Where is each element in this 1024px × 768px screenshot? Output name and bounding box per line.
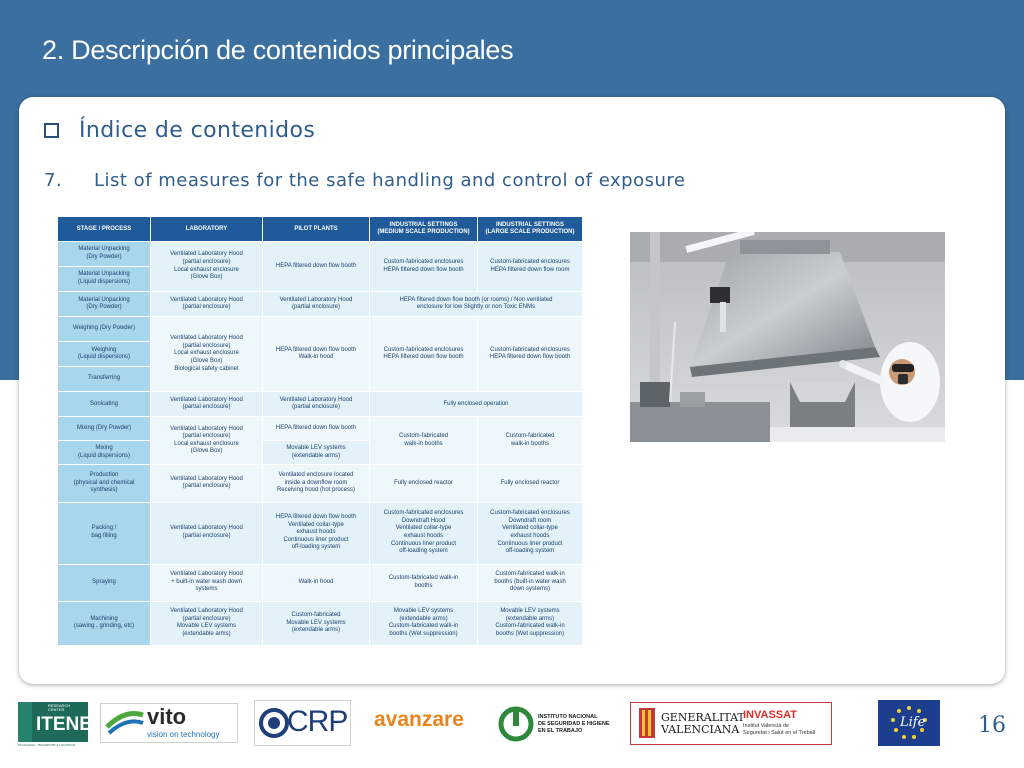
table-row <box>58 242 583 267</box>
itene-tagline: PACKAGING, TRANSPORT & LOGISTICS <box>18 743 76 747</box>
table-cell: Custom-fabricated enclosures HEPA filtered down flow room <box>478 242 583 292</box>
table-cell: Ventilated Laboratory Hood (partial enclosure) Local exhaust enclosure (Glove Box) Biological safety cabinet <box>151 317 263 392</box>
table-cell: Ventilated Laboratory Hood + built-in water wash down systems <box>151 564 263 601</box>
table-cell: Custom-fabricated enclosures HEPA filtered down flow booth <box>478 317 583 392</box>
table-cell: Ventilated Laboratory Hood (partial enclosure) Local exhaust enclosure (Glove Box) <box>151 417 263 465</box>
section-heading <box>44 118 315 143</box>
table-cell: Ventilated Laboratory Hood (partial enclosure) Movable LEV systems (extendable arms) <box>151 601 263 645</box>
table-cell: Custom-fabricated enclosures Downdraft room Ventilated collar-type exhaust hoods Continuous liner product off-loading system <box>478 502 583 564</box>
table-cell: Ventilated Laboratory Hood (partial enclosure) Local exhaust enclosure (Glove Box) <box>151 242 263 292</box>
table-cell: Custom-fabricated walk-in booths <box>478 417 583 465</box>
insht-emblem-icon <box>498 706 534 742</box>
stage-cell: Spraying <box>58 564 151 601</box>
invassat-text: Institut Valencià de Seguretat i Salut en el Treball <box>743 723 816 736</box>
checkbox-bullet-icon <box>44 123 59 138</box>
slide-title: 2. Descripción de contenidos principales <box>42 35 514 65</box>
life-logo <box>878 700 940 746</box>
table-cell: Fully enclosed reactor <box>478 465 583 502</box>
table-row <box>58 502 583 564</box>
section-title: Índice de contenidos <box>79 118 316 143</box>
table-cell: HEPA filtered down flow booth (or rooms) / Non ventilated enclosure for low Slightly or non Toxic ENMs <box>370 292 583 317</box>
vito-swoosh-icon <box>105 707 145 737</box>
header-laboratory: LABORATORY <box>151 217 263 242</box>
invassat-name: INVASSAT <box>743 709 797 721</box>
table-cell: Custom-fabricated enclosures HEPA filtered down flow booth <box>370 242 478 292</box>
header-stage: STAGE / PROCESS <box>58 217 151 242</box>
table-row <box>58 392 583 417</box>
stage-cell: Material Unpacking (Dry Powder) <box>58 292 151 317</box>
avanzare-logo <box>374 708 486 738</box>
stage-cell: Production (physical and chemical synthesis) <box>58 465 151 502</box>
subheading <box>44 170 685 191</box>
table-row <box>58 601 583 645</box>
avanzare-name: avanzare <box>374 708 464 731</box>
insht-text: INSTITUTO NACIONAL DE SEGURIDAD E HIGIENE EN EL TRABAJO <box>538 714 610 734</box>
table-cell: Custom-fabricated enclosures HEPA filtered down flow booth <box>370 317 478 392</box>
stage-cell: Weighing (Liquid dispersions) <box>58 342 151 367</box>
subheading-text: List of measures for the safe handling and control of exposure <box>94 170 686 191</box>
header-industrial-medium: INDUSTRIAL SETTINGS (MEDIUM SCALE PRODUCTION) <box>370 217 478 242</box>
vito-logo <box>100 703 238 743</box>
table-cell: Walk-in hood <box>263 564 370 601</box>
stage-cell: Weighing (Dry Powder) <box>58 317 151 342</box>
gva-invassat-logo <box>630 702 832 745</box>
stage-cell: Material Unpacking (Liquid dispersions) <box>58 267 151 292</box>
table-cell: Ventilated Laboratory Hood (partial enclosure) <box>151 502 263 564</box>
page-number: 16 <box>978 713 1006 738</box>
table-cell: Ventilated Laboratory Hood (partial enclosure) <box>263 292 370 317</box>
itene-name: ITENE <box>36 714 92 735</box>
crp-emblem-icon <box>259 708 289 738</box>
lab-hood-photo <box>630 232 945 442</box>
table-cell: HEPA filtered down flow booth Ventilated collar-type exhaust hoods Continuous liner product off-loading system <box>263 502 370 564</box>
header-industrial-large: INDUSTRIAL SETTINGS (LARGE SCALE PRODUCTION) <box>478 217 583 242</box>
stage-cell: Machining (sawing , grinding, etc) <box>58 601 151 645</box>
stage-cell: Mixing (Liquid dispersions) <box>58 441 151 465</box>
table-row <box>58 417 583 441</box>
table-cell: Movable LEV systems (extendable arms) Custom-fabricated walk-in booths (Wet suppression) <box>478 601 583 645</box>
table-cell: Custom-fabricated enclosures Downdraft Hood Ventilated collar-type exhaust hoods Continuous liner product off-loading system <box>370 502 478 564</box>
stage-cell: Sonicating <box>58 392 151 417</box>
table-cell: Movable LEV systems (extendable arms) Custom-fabricated walk-in booths (Wet suppression) <box>370 601 478 645</box>
table-cell: Custom-fabricated walk-in booths <box>370 564 478 601</box>
table-cell: Ventilated Laboratory Hood (partial enclosure) <box>263 392 370 417</box>
table-cell: Custom-fabricated walk-in booths <box>370 417 478 465</box>
table-cell: Movable LEV systems (extendable arms) <box>263 441 370 465</box>
header-pilot-plants: PILOT PLANTS <box>263 217 370 242</box>
table-row <box>58 465 583 502</box>
control-measures-table <box>57 216 583 646</box>
vito-name: vito <box>147 704 187 729</box>
stage-cell: Material Unpacking (Dry Powder) <box>58 242 151 267</box>
itene-logo <box>18 702 92 749</box>
table-cell: HEPA filtered down flow booth <box>263 417 370 441</box>
table-cell: Ventilated Laboratory Hood (partial enclosure) <box>151 292 263 317</box>
insht-logo <box>498 704 610 744</box>
itene-top-text: RESEARCH CENTER <box>48 703 71 712</box>
vito-tagline: vision on technology <box>147 730 220 739</box>
life-text: Life <box>900 715 926 730</box>
table-cell: Ventilated Laboratory Hood (partial enclosure) <box>151 392 263 417</box>
crp-logo <box>254 700 351 746</box>
table-cell: HEPA filtered down flow booth <box>263 242 370 292</box>
table-row <box>58 292 583 317</box>
table-row <box>58 564 583 601</box>
crp-name: CRP <box>287 705 348 738</box>
gva-text: GENERALITAT VALENCIANA <box>661 711 745 736</box>
table-cell: Fully enclosed reactor <box>370 465 478 502</box>
table-cell: Fully enclosed operation <box>370 392 583 417</box>
table-cell: Custom-fabricated Movable LEV systems (extendable arms) <box>263 601 370 645</box>
subheading-number: 7. <box>44 170 63 191</box>
table-row <box>58 317 583 342</box>
stage-cell: Transferring <box>58 367 151 392</box>
lab-hood-illustration <box>630 232 945 442</box>
table-header-row <box>58 217 583 242</box>
stage-cell: Packing / bag filling <box>58 502 151 564</box>
footer-logos <box>0 690 1024 768</box>
table-cell: Ventilated Laboratory Hood (partial enclosure) <box>151 465 263 502</box>
stage-cell: Mixing (Dry Powder) <box>58 417 151 441</box>
table-cell: Ventilated enclosure located inside a downflow room Receiving hood (hot process) <box>263 465 370 502</box>
table-cell: HEPA filtered down flow booth Walk-in hood <box>263 317 370 392</box>
table-cell: Custom-fabricated walk-in booths (built-in water wash down systems) <box>478 564 583 601</box>
gva-crest-icon <box>637 706 657 740</box>
